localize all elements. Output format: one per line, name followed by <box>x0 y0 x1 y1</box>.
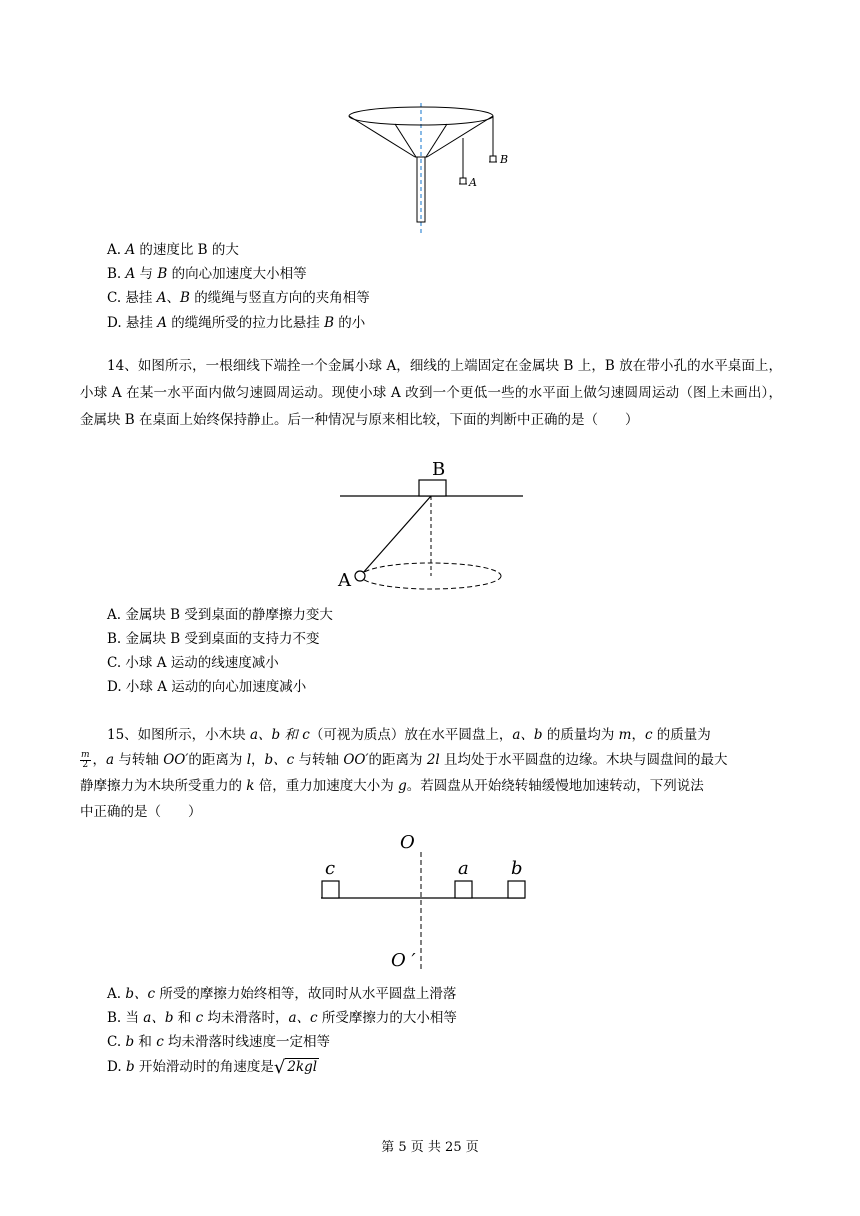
q15-label-a: a <box>458 858 469 879</box>
q15-label-b: b <box>511 858 523 879</box>
q13-option-c: C. 悬挂 A、B 的缆绳与竖直方向的夹角相等 <box>107 290 370 306</box>
q15-stem-line4: 中正确的是（ ） <box>80 804 202 820</box>
q14-option-b: B. 金属块 B 受到桌面的支持力不变 <box>107 631 320 647</box>
q13-option-d: D. 悬挂 A 的缆绳所受的拉力比悬挂 B 的小 <box>107 315 366 331</box>
q15-label-c: c <box>325 858 336 879</box>
sqrt-sign-icon: √ <box>273 1057 286 1078</box>
q13-label-b: B <box>500 153 509 166</box>
q15-option-c: C. b 和 c 均未滑落时线速度一定相等 <box>107 1034 331 1050</box>
q14-option-a: A. 金属块 B 受到桌面的静摩擦力变大 <box>107 607 333 623</box>
page-footer: 第 5 页 共 25 页 <box>381 1140 479 1155</box>
q14-label-a: A <box>338 570 351 591</box>
q14-stem: 14、如图所示，一根细线下端拴一个金属小球 A，细线的上端固定在金属块 B 上，B 放在带小孔的水平桌面上，小球 A 在某一水平面内做匀速圆周运动。现使小球 A 改到一个更低一些的水平面上做匀速圆周运动（图上未画出），金属块 B 在桌面上始终保持静止。后一种情况与原来相比较，下面的判断中正确的是（ ） <box>80 358 782 428</box>
q15-label-O: O <box>400 832 415 853</box>
q15-stem-line3: 静摩擦力为木块所受重力的 k 倍，重力加速度大小为 g。若圆盘从开始绕转轴缓慢地加速转动，下列说法 <box>80 778 704 794</box>
q15-sqrt-radicand: 2kgl <box>287 1059 318 1075</box>
q14-option-d: D. 小球 A 运动的向心加速度减小 <box>107 679 307 695</box>
q15-label-O-prime: O ′ <box>391 950 416 971</box>
q15-figure <box>315 828 535 974</box>
q14-label-b: B <box>432 459 446 480</box>
q13-label-a: A <box>469 176 477 189</box>
q13-option-a: A. A 的速度比 B 的大 <box>107 242 239 258</box>
q14-option-c: C. 小球 A 运动的线速度减小 <box>107 655 279 671</box>
q15-stem-line1: 15、如图所示，小木块 a、b 和 c（可视为质点）放在水平圆盘上，a、b 的质量均为 m，c 的质量为 <box>107 727 711 743</box>
q15-option-b: B. 当 a、b 和 c 均未滑落时，a、c 所受摩擦力的大小相等 <box>107 1010 457 1026</box>
q15-option-a: A. b、c 所受的摩擦力始终相等，故同时从水平圆盘上滑落 <box>107 986 457 1002</box>
q15-fraction: $\frac{m}{2}$ <box>81 750 90 770</box>
q13-figure <box>340 100 520 235</box>
q15-stem-line2: $\frac{m}{2}$ ，a 与转轴 OO′的距离为 l，b、c 与转轴 OO′的距离为 2l 且均处于水平圆盘的边缘。木块与圆盘间的最大 <box>81 750 728 770</box>
q14-figure <box>335 456 530 592</box>
q15-option-d: D. b 开始滑动时的角速度是√ 2kgl <box>107 1057 318 1078</box>
q13-option-b: B. A 与 B 的向心加速度大小相等 <box>107 266 307 282</box>
